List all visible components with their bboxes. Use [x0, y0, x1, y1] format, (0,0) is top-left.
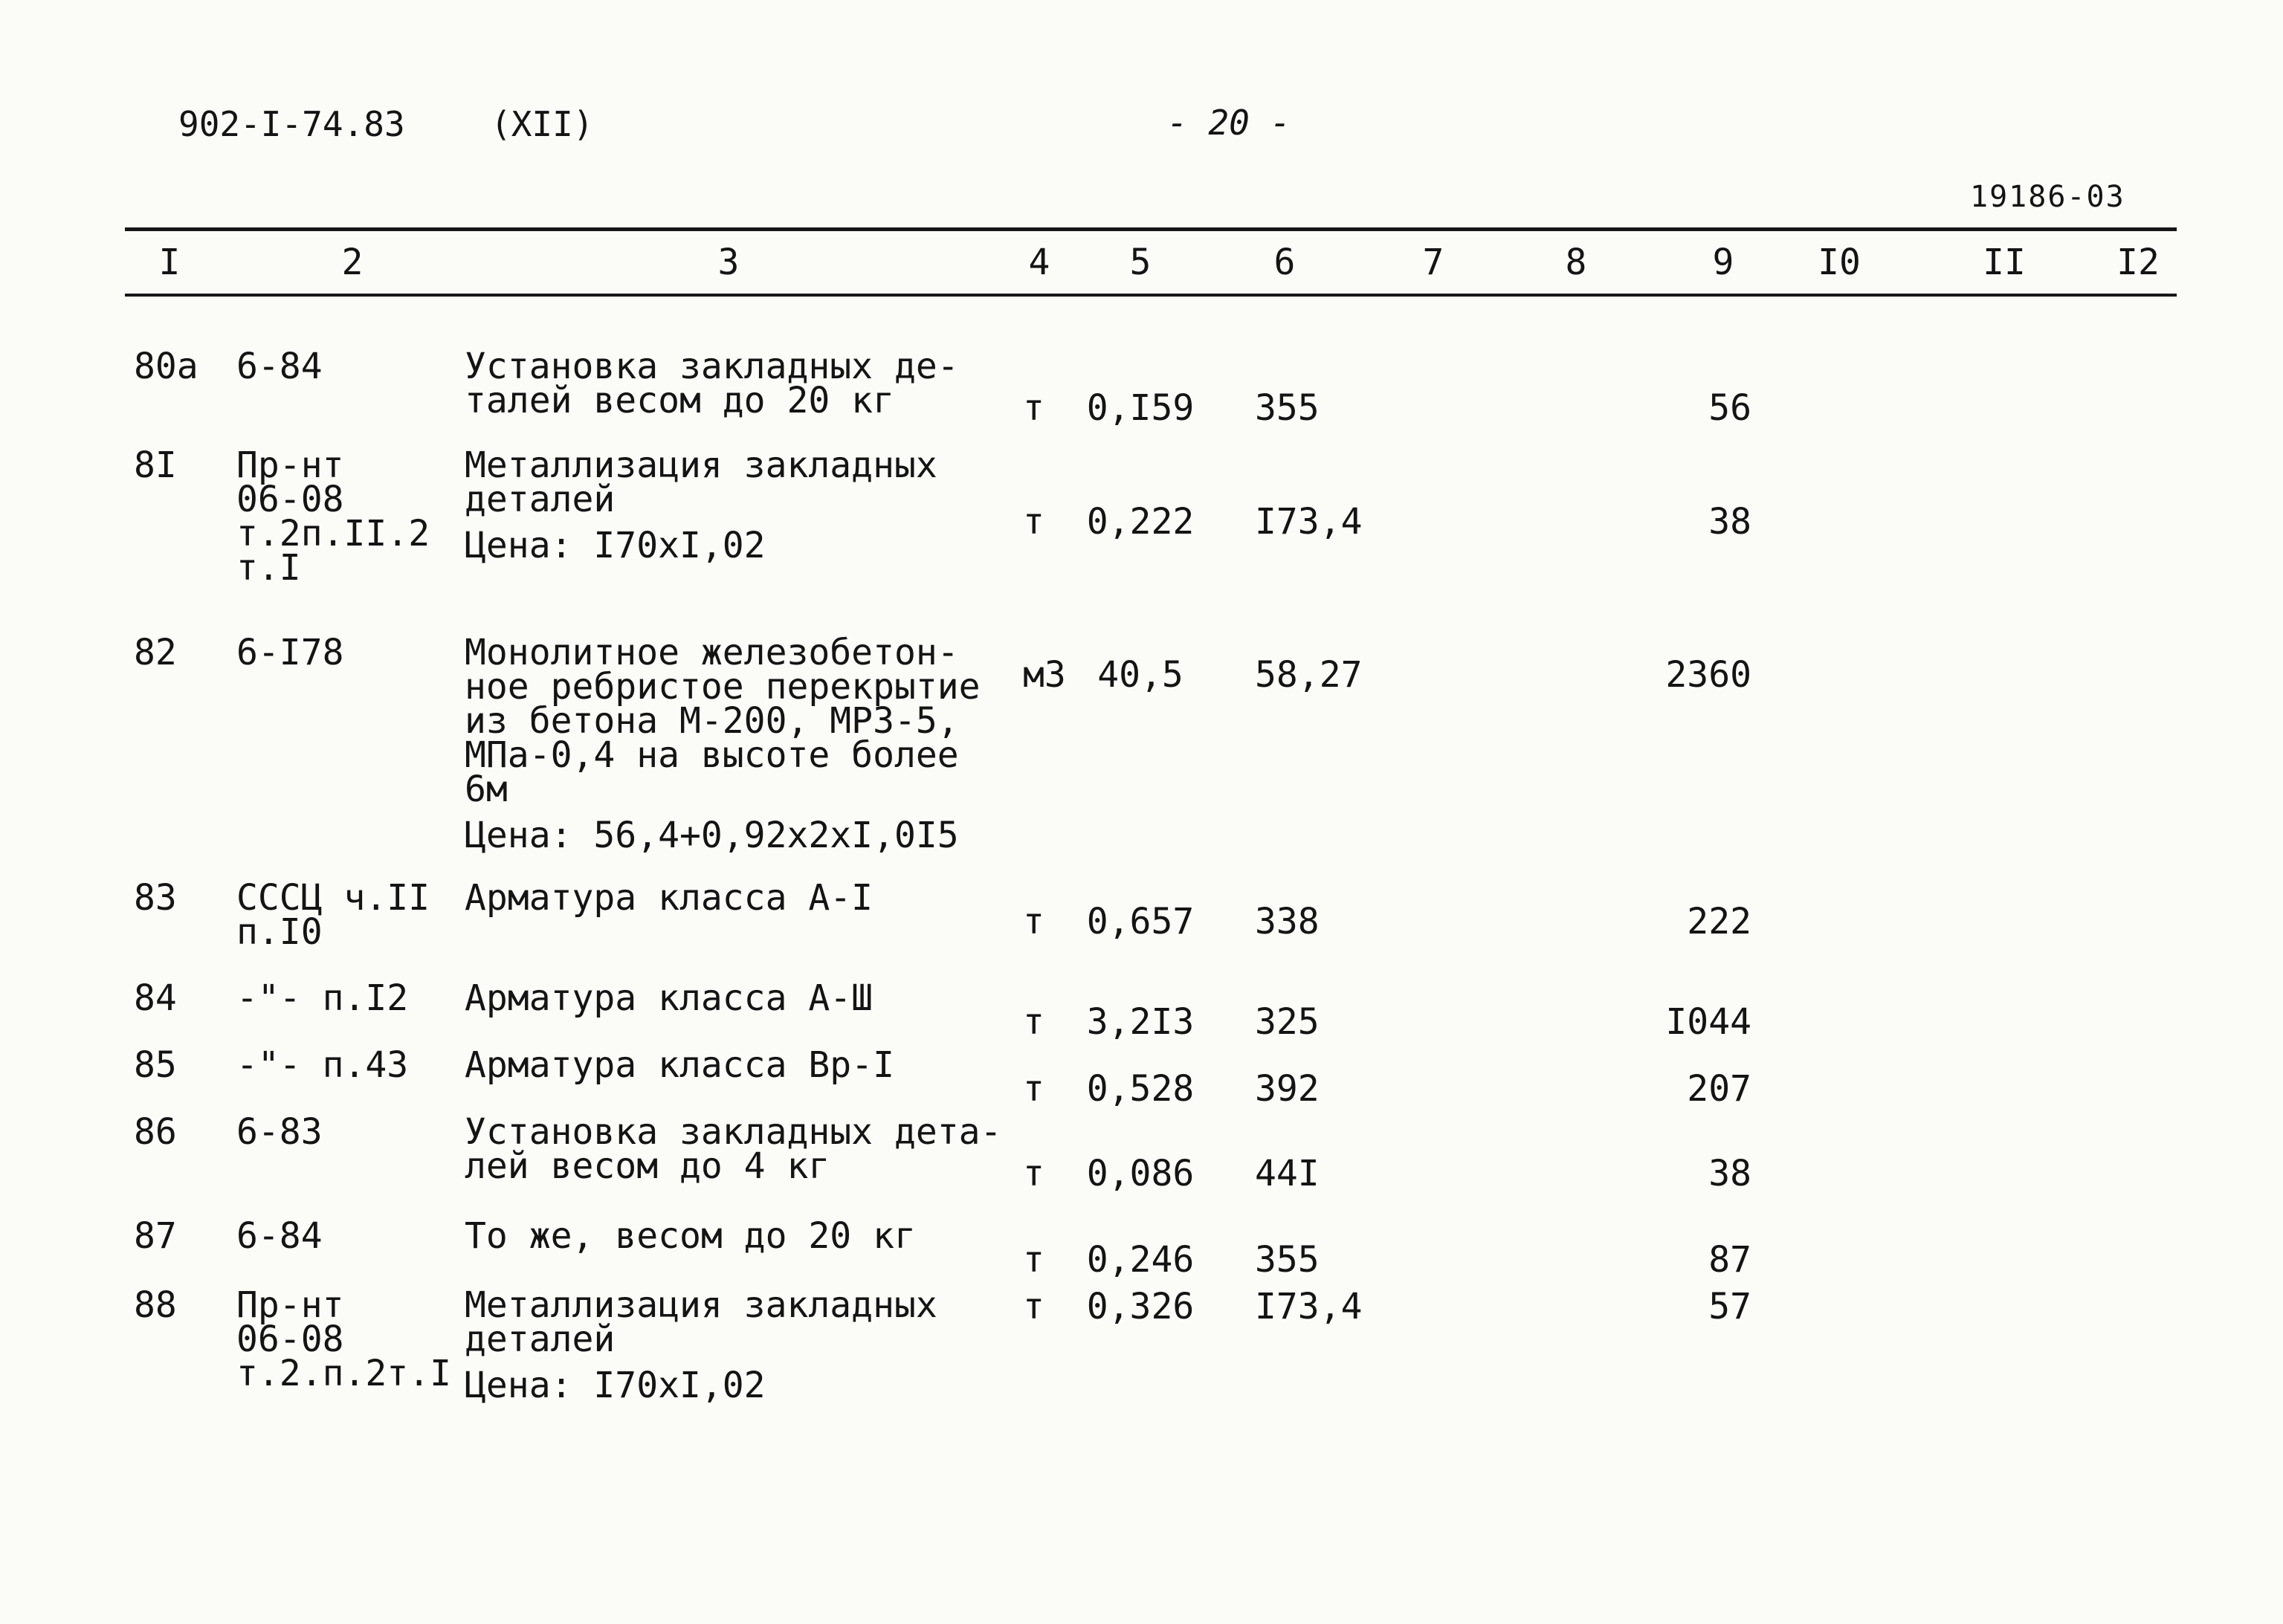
price-formula: Цена: I70xI,02	[465, 1365, 766, 1406]
unit-of-measure: т	[1023, 1001, 1044, 1043]
work-description	[465, 346, 959, 421]
column-number: I2	[2116, 242, 2160, 283]
rate-code	[236, 444, 430, 589]
rate-code-line: 6-I78	[236, 632, 344, 673]
rate-code	[236, 1044, 409, 1086]
rate-code-line: Пр-нт	[236, 1284, 344, 1326]
row-number: 82	[134, 632, 177, 673]
work-description	[465, 1044, 894, 1086]
work-description-line: Монолитное железобетон-	[465, 632, 959, 673]
rate-code-line: СССЦ ч.II	[236, 877, 430, 919]
unit-of-measure: т	[1023, 901, 1044, 942]
column-number: 6	[1273, 242, 1296, 283]
work-description-line: ное ребристое перекрытие	[465, 666, 981, 708]
page-number: - 20 -	[1167, 103, 1291, 143]
unit-price: 44I	[1255, 1153, 1320, 1194]
row-number: 88	[134, 1284, 177, 1326]
work-description	[465, 1111, 1002, 1187]
rate-code-line: Пр-нт	[236, 444, 344, 486]
rate-code-line: 06-08	[236, 479, 344, 520]
work-description	[465, 444, 937, 566]
unit-price: I73,4	[1255, 501, 1363, 543]
rate-code-line: 6-83	[236, 1111, 323, 1153]
unit-of-measure: т	[1023, 501, 1044, 543]
rate-code-line: п.I0	[236, 911, 323, 953]
total-cost: I044	[1665, 1001, 1751, 1043]
work-description-line: 6м	[465, 769, 508, 810]
row-number: 84	[134, 977, 177, 1019]
table-top-rule	[125, 227, 2177, 231]
section-number: (XII)	[491, 104, 594, 144]
total-cost: 56	[1708, 387, 1751, 429]
price-formula: Цена: 56,4+0,92x2xI,0I5	[465, 815, 959, 856]
unit-of-measure: т	[1023, 1239, 1044, 1281]
work-description	[465, 977, 874, 1019]
quantity: 0,086	[1086, 1153, 1195, 1194]
rate-code	[236, 632, 344, 673]
column-number: 7	[1422, 242, 1444, 283]
row-number: 83	[134, 877, 177, 919]
registration-stamp: 19186-03	[1970, 180, 2125, 214]
rate-code-line: т.2п.II.2	[236, 513, 430, 554]
column-number: 3	[717, 242, 740, 283]
rate-code-line: 6-84	[236, 346, 323, 387]
unit-of-measure: т	[1023, 1153, 1044, 1194]
total-cost: 222	[1687, 901, 1751, 942]
work-description-line: То же, весом до 20 кг	[465, 1215, 916, 1257]
row-number: 8I	[134, 444, 177, 486]
quantity: 0,246	[1086, 1239, 1195, 1281]
rate-code	[236, 977, 409, 1019]
rate-code	[236, 346, 323, 387]
unit-price: 325	[1255, 1001, 1320, 1043]
price-formula: Цена: I70xI,02	[465, 525, 766, 566]
unit-price: 355	[1255, 387, 1320, 429]
quantity: 40,5	[1097, 654, 1184, 696]
work-description-line: деталей	[465, 1319, 616, 1360]
column-number: 4	[1028, 242, 1050, 283]
total-cost: 2360	[1665, 654, 1751, 696]
total-cost: 207	[1687, 1068, 1751, 1110]
work-description-line: лей весом до 4 кг	[465, 1145, 830, 1187]
work-description-line: Установка закладных де-	[465, 346, 959, 387]
quantity: 0,222	[1086, 501, 1195, 543]
row-number: 80a	[134, 346, 198, 387]
column-number: 9	[1712, 242, 1734, 283]
work-description-line: Установка закладных дета-	[465, 1111, 1002, 1153]
quantity: 3,2I3	[1086, 1001, 1195, 1043]
row-number: 87	[134, 1215, 177, 1257]
total-cost: 38	[1708, 501, 1751, 543]
unit-price: I73,4	[1255, 1286, 1363, 1327]
rate-code	[236, 1111, 323, 1153]
work-description	[465, 877, 874, 919]
work-description	[465, 1215, 916, 1257]
work-description-line: Арматура класса А-I	[465, 877, 874, 919]
rate-code-line: т.I	[236, 547, 301, 589]
work-description-line: Арматура класса А-Ш	[465, 977, 874, 1019]
rate-code-line: -"- п.I2	[236, 977, 409, 1019]
rate-code	[236, 1215, 323, 1257]
rate-code	[236, 877, 430, 953]
work-description-line: Металлизация закладных	[465, 1284, 937, 1326]
column-number: 8	[1565, 242, 1587, 283]
total-cost: 57	[1708, 1286, 1751, 1327]
unit-of-measure: т	[1023, 1286, 1044, 1327]
document-code: 902-I-74.83	[178, 104, 405, 144]
row-number: 85	[134, 1044, 177, 1086]
column-number: 2	[341, 242, 364, 283]
quantity: 0,528	[1086, 1068, 1195, 1110]
unit-of-measure: м3	[1023, 654, 1066, 696]
table-header-rule	[125, 294, 2177, 297]
column-number: I0	[1818, 242, 1861, 283]
quantity: 0,657	[1086, 901, 1195, 942]
rate-code	[236, 1284, 451, 1394]
total-cost: 87	[1708, 1239, 1751, 1281]
rate-code-line: 06-08	[236, 1319, 344, 1360]
quantity: 0,I59	[1086, 387, 1195, 429]
work-description	[465, 632, 981, 856]
work-description-line: Металлизация закладных	[465, 444, 937, 486]
total-cost: 38	[1708, 1153, 1751, 1194]
work-description-line: МПа-0,4 на высоте более	[465, 734, 959, 776]
unit-of-measure: т	[1023, 1068, 1044, 1110]
quantity: 0,326	[1086, 1286, 1195, 1327]
row-number: 86	[134, 1111, 177, 1153]
unit-price: 355	[1255, 1239, 1320, 1281]
rate-code-line: т.2.п.2т.I	[236, 1353, 451, 1394]
rate-code-line: 6-84	[236, 1215, 323, 1257]
column-number: I	[158, 242, 181, 283]
rate-code-line: -"- п.43	[236, 1044, 409, 1086]
unit-price: 58,27	[1255, 654, 1363, 696]
unit-of-measure: т	[1023, 387, 1044, 429]
column-number: 5	[1129, 242, 1152, 283]
unit-price: 392	[1255, 1068, 1320, 1110]
work-description-line: Арматура класса Вр-I	[465, 1044, 894, 1086]
work-description-line: деталей	[465, 479, 616, 520]
unit-price: 338	[1255, 901, 1320, 942]
column-number: II	[1983, 242, 2026, 283]
work-description	[465, 1284, 937, 1406]
work-description-line: из бетона М-200, МРЗ-5,	[465, 700, 959, 742]
work-description-line: талей весом до 20 кг	[465, 380, 894, 421]
